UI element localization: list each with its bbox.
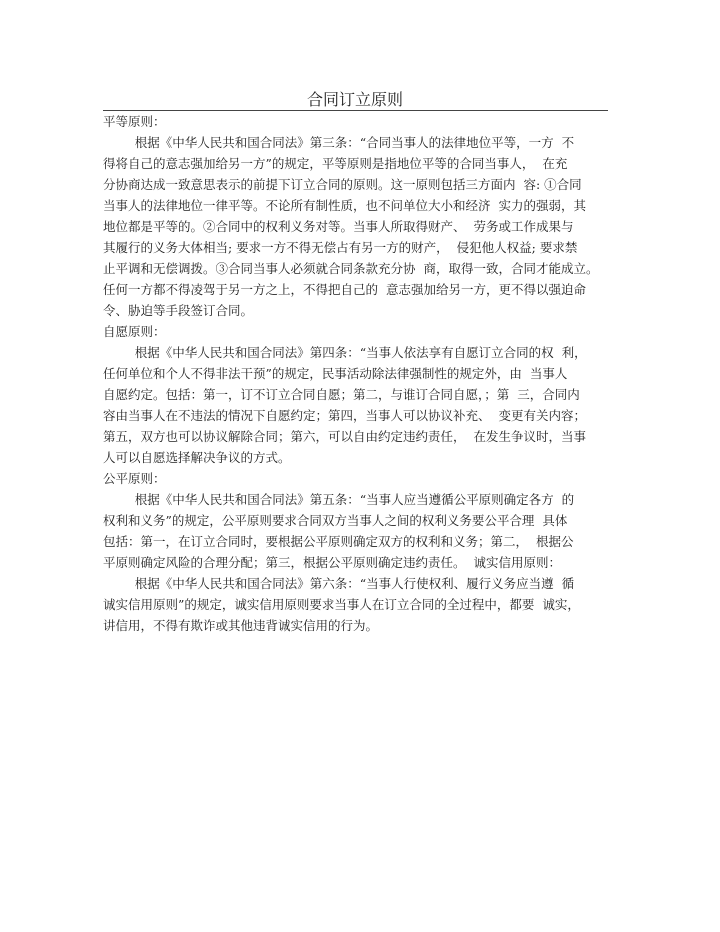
section-heading-fairness: 公平原则： xyxy=(103,471,166,486)
paragraph-line: 根据《中华人民共和国合同法》第四条：“当事人依法享有自愿订立合同的权 利， xyxy=(103,345,587,360)
paragraph-line: 自愿约定。包括：第一，订不订立合同自愿；第二，与谁订合同自愿，；第 三，合同内 xyxy=(103,387,580,402)
document-title: 合同订立原则 xyxy=(306,90,403,109)
paragraph-line: 当事人的法律地位一律平等。不论所有制性质，也不问单位大小和经济 实力的强弱，其 xyxy=(103,198,586,213)
paragraph-line: 容由当事人在不违法的情况下自愿约定；第四，当事人可以协议补充、 变更有关内容； xyxy=(103,408,586,423)
paragraph-line: 平原则确定风险的合理分配；第三，根据公平原则确定违约责任。 诚实信用原则： xyxy=(103,555,561,570)
paragraph-line: 根据《中华人民共和国合同法》第三条：“合同当事人的法律地位平等，一方 不 xyxy=(103,135,575,150)
paragraph-line: 根据《中华人民共和国合同法》第五条：“当事人应当遵循公平原则确定各方 的 xyxy=(103,492,575,507)
paragraph-line: 诚实信用原则”的规定，诚实信用原则要求当事人在订立合同的全过程中，都要 诚实， xyxy=(103,597,580,612)
paragraph-line: 分协商达成一致意思表示的前提下订立合同的原则。这一原则包括三方面内 容: ①合同 xyxy=(103,177,582,192)
paragraph-line: 人可以自愿选择解决争议的方式。 xyxy=(103,450,291,465)
paragraph-line: 任何单位和个人不得非法干预”的规定，民事活动除法律强制性的规定外，由 当事人 xyxy=(103,366,568,381)
paragraph-line: 权利和义务”的规定，公平原则要求合同双方当事人之间的权利义务要公平合理 具体 xyxy=(103,513,568,528)
paragraph-line: 根据《中华人民共和国合同法》第六条：“当事人行使权利、履行义务应当遵 循 xyxy=(103,576,575,591)
paragraph-line: 讲信用，不得有欺诈或其他违背诚实信用的行为。 xyxy=(103,618,379,633)
title-underline xyxy=(103,110,608,111)
paragraph-line: 令、胁迫等手段签订合同。 xyxy=(103,303,254,318)
paragraph-line: 得将自己的意志强加给另一方”的规定，平等原则是指地位平等的合同当事人， 在充 xyxy=(103,156,568,171)
section-heading-voluntariness: 自愿原则： xyxy=(103,324,166,339)
section-heading-equality: 平等原则： xyxy=(103,114,166,129)
paragraph-line: 地位都是平等的。②合同中的权利义务对等。当事人所取得财产、 劳务或工作成果与 xyxy=(103,219,574,234)
paragraph-line: 包括：第一，在订立合同时，要根据公平原则确定双方的权利和义务；第二， 根据公 xyxy=(103,534,574,549)
paragraph-line: 止平调和无偿调拨。③合同当事人必须就合同条款充分协 商，取得一致，合同才能成立。 xyxy=(103,261,599,276)
paragraph-line: 其履行的义务大体相当; 要求一方不得无偿占有另一方的财产， 侵犯他人权益; 要求禁 xyxy=(103,240,578,255)
paragraph-line: 任何一方都不得凌驾于另一方之上，不得把自己的 意志强加给另一方，更不得以强迫命 xyxy=(103,282,586,297)
paragraph-line: 第五，双方也可以协议解除合同；第六，可以自由约定违约责任， 在发生争议时，当事 xyxy=(103,429,586,444)
